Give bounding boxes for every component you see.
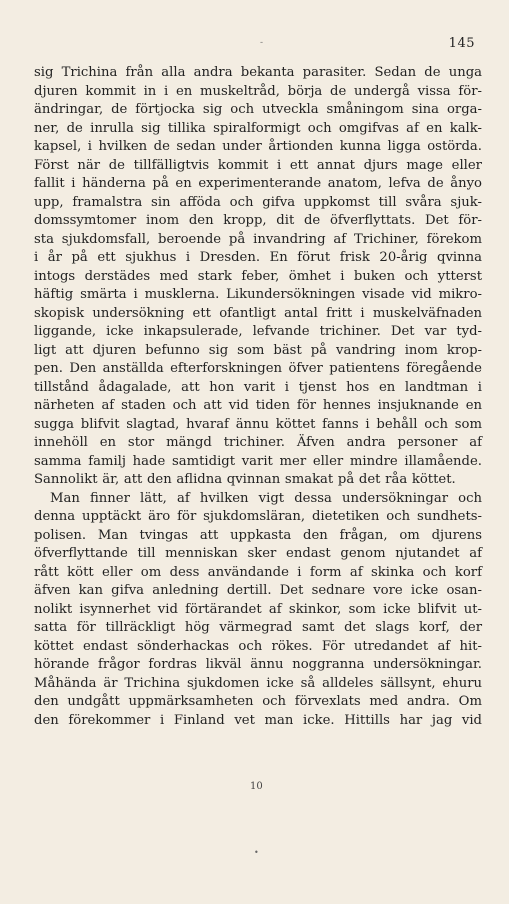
text-line: sugga blifvit slagtad, hvaraf ännu köttet fanns i behåll och som (34, 416, 482, 432)
text-line: sig Trichina från alla andra bekanta parasiter. Sedan de unga (34, 65, 482, 80)
text-line: närheten af staden och att vid tiden för hennes insjuknande en (34, 398, 482, 413)
text-line: Måhända är Trichina sjukdomen icke så alldeles sällsynt, ehuru (34, 675, 482, 691)
text-line: i år på ett sjukhus i Dresden. En förut frisk 20-årig qvinna (34, 250, 482, 265)
text-line: tillstånd ådagalade, att hon varit i tjenst hos en landtman i (34, 379, 482, 395)
text-line: fallit i händerna på en experimenterande anatom, lefva de ånyo (34, 176, 482, 191)
body-text (34, 64, 482, 730)
text-line: polisen. Man tvingas att uppkasta den frågan, om djurens (34, 527, 482, 543)
text-line: Först när de tillfälligtvis kommit i ett annat djurs mage eller (34, 157, 482, 173)
text-line: denna upptäckt äro för sjukdomsläran, dietetiken och sundhets- (34, 509, 482, 524)
text-line: ändringar, de förtjocka sig och utveckla småningom sina orga- (34, 102, 482, 117)
text-line: öfverflyttande till menniskan sker endast genom njutandet af (34, 546, 482, 561)
text-line: ligt att djuren befunno sig som bäst på vandring inom krop- (34, 342, 482, 358)
text-line: intogs derstädes med stark feber, ömhet i buken och ytterst (34, 268, 482, 284)
print-speck: • (254, 848, 259, 857)
text-line: skopisk undersökning ett ofantligt antal fritt i muskelväfnaden (34, 305, 482, 321)
signature-mark: 10 (250, 781, 263, 792)
text-line: häftig smärta i musklerna. Likundersökningen visade vid mikro- (34, 287, 482, 302)
text-line: ner, de inrulla sig tillika spiralformigt och omgifvas af en kalk- (34, 120, 482, 136)
text-line: samma familj hade samtidigt varit mer eller mindre illamående. (34, 453, 482, 469)
text-line: sta sjukdomsfall, beroende på invandring af Trichiner, förekom (34, 231, 482, 247)
text-line: Sannolikt är, att den aflidna qvinnan smakat på det råa köttet. (34, 472, 456, 487)
text-line: köttet endast sönderhackas och rökes. För utredandet af hit- (34, 638, 482, 654)
text-line: kapsel, i hvilken de sedan under årtionden kunna ligga ostörda. (34, 139, 482, 154)
text-line: den undgått uppmärksamheten och förvexlats med andra. Om (34, 694, 482, 709)
text-line: pen. Den anställda efterforskningen öfver patientens föregående (34, 361, 482, 376)
text-line: upp, framalstra sin afföda och gifva uppkomst till svåra sjuk- (34, 194, 482, 210)
page-mark: - (260, 38, 264, 48)
text-line: den förekommer i Finland vet man icke. Hittills har jag vid (34, 712, 482, 728)
text-line: hörande frågor fordras likväl ännu noggranna undersökningar. (34, 657, 482, 672)
text-line: djuren kommit in i en muskeltråd, börja de undergå vissa för- (34, 83, 482, 99)
text-line: domssymtomer inom den kropp, dit de öfverflyttats. Det för- (34, 213, 482, 228)
text-line: satta för tillräckligt hög värmegrad samt det slags korf, der (34, 620, 482, 635)
text-line: rått kött eller om dess användande i form af skinka och korf (34, 564, 482, 580)
text-line: nolikt isynnerhet vid förtärandet af skinkor, som icke blifvit ut- (34, 601, 482, 617)
text-line: Man finner lätt, af hvilken vigt dessa undersökningar och (50, 490, 482, 506)
page-number: 145 (448, 36, 475, 51)
text-line: innehöll en stor mängd trichiner. Äfven andra personer af (34, 435, 482, 450)
paragraph-1 (34, 64, 482, 490)
paragraph-2 (34, 490, 482, 731)
text-line: äfven kan gifva anledning dertill. Det sednare vore icke osan- (34, 583, 482, 598)
text-line: liggande, icke inkapsulerade, lefvande trichiner. Det var tyd- (34, 324, 482, 339)
